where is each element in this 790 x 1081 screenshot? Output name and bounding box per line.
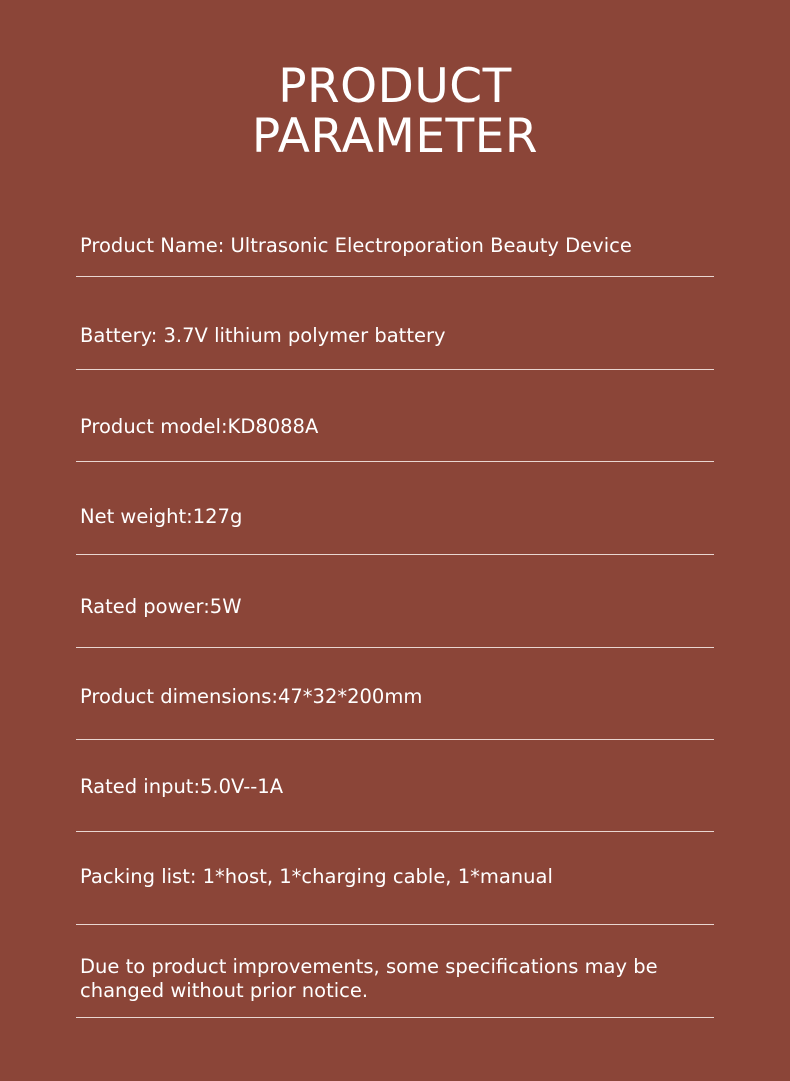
spec-power: Rated power:5W xyxy=(80,595,242,618)
spec-model: Product model:KD8088A xyxy=(80,415,319,438)
spec-row-input xyxy=(76,740,714,832)
spec-row-packing xyxy=(76,832,714,925)
title-line-2: PARAMETER xyxy=(251,109,539,164)
spec-battery: Battery: 3.7V lithium polymer battery xyxy=(80,324,446,347)
spec-row-dimensions xyxy=(76,648,714,740)
spec-row-weight xyxy=(76,462,714,555)
spec-row-battery xyxy=(76,277,714,370)
title-line-1: PRODUCT xyxy=(278,59,512,114)
spec-weight: Net weight:127g xyxy=(80,505,243,528)
spec-row-notice xyxy=(76,925,714,1018)
spec-input: Rated input:5.0V--1A xyxy=(80,775,284,798)
page-title xyxy=(0,59,790,164)
spec-product-name: Product Name: Ultrasonic Electroporation Beauty Device xyxy=(80,234,632,257)
spec-row-product-name xyxy=(76,190,714,277)
spec-notice: Due to product improvements, some specifications may be changed without prior notice. xyxy=(80,955,658,1002)
spec-row-power xyxy=(76,555,714,648)
spec-packing: Packing list: 1*host, 1*charging cable, 1*manual xyxy=(80,865,553,888)
spec-row-model xyxy=(76,370,714,462)
spec-dimensions: Product dimensions:47*32*200mm xyxy=(80,685,423,708)
